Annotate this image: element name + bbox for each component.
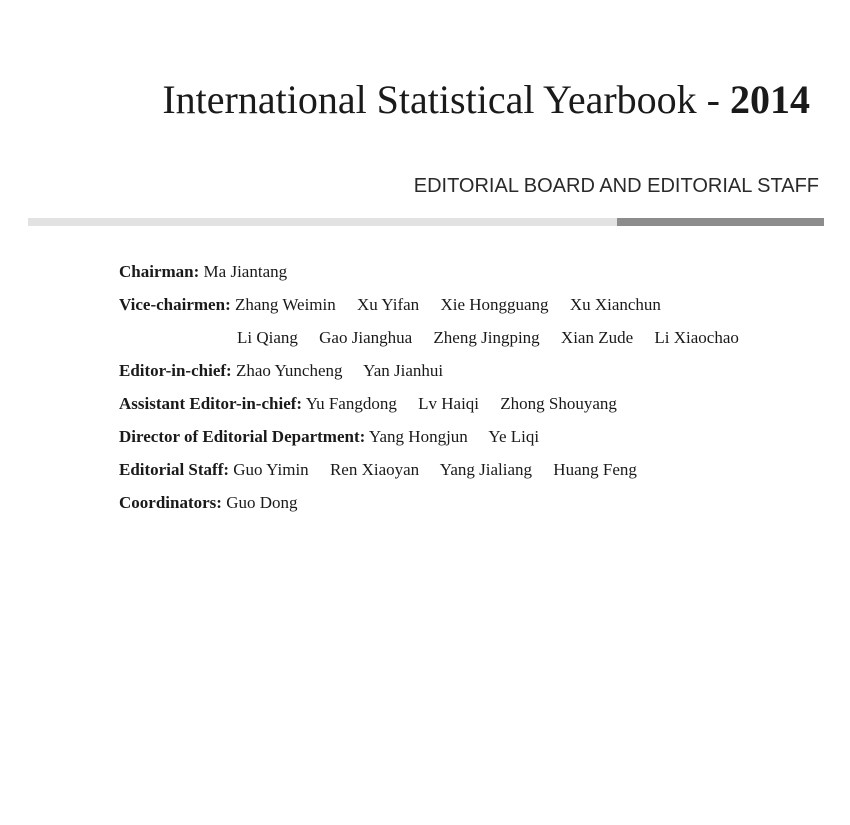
person-name: Lv Haiqi bbox=[418, 394, 480, 413]
roster-line-vice-chairmen bbox=[119, 291, 739, 324]
person-name: Xu Yifan bbox=[357, 295, 420, 314]
person-name: Xu Xianchun bbox=[569, 295, 661, 314]
role-colon: : bbox=[359, 427, 366, 446]
role-colon: : bbox=[193, 262, 200, 281]
role-label: Director of Editorial Department bbox=[119, 427, 360, 446]
role-colon: : bbox=[225, 295, 231, 314]
person-name: Xie Hongguang bbox=[440, 295, 549, 314]
role-label: Assistant Editor-in-chief bbox=[119, 394, 297, 413]
person-name: Huang Feng bbox=[553, 460, 637, 479]
roster-line-editorial-staff bbox=[119, 456, 739, 489]
role-colon: : bbox=[216, 493, 222, 512]
person-name: Zhong Shouyang bbox=[500, 394, 617, 413]
person-name: Ye Liqi bbox=[488, 427, 540, 446]
person-name: Yang Hongjun bbox=[368, 427, 468, 446]
person-name: Zhang Weimin bbox=[234, 295, 336, 314]
role-label: Editor-in-chief bbox=[119, 361, 227, 380]
roster-line-chairman bbox=[119, 258, 739, 291]
role-colon: : bbox=[226, 361, 232, 380]
person-name: Yang Jialiang bbox=[439, 460, 533, 479]
roster-line-vice-chairmen-continued bbox=[119, 324, 739, 357]
roster-line-editor-in-chief bbox=[119, 357, 739, 390]
person-name: Guo Dong bbox=[226, 493, 298, 512]
title-text: International Statistical Yearbook bbox=[162, 77, 697, 122]
roster-line-director-editorial-department bbox=[119, 423, 739, 456]
page-subtitle: EDITORIAL BOARD AND EDITORIAL STAFF bbox=[413, 175, 819, 197]
person-name: Xian Zude bbox=[560, 328, 634, 347]
person-name: Zheng Jingping bbox=[433, 328, 540, 347]
role-colon: : bbox=[296, 394, 303, 413]
role-label: Chairman bbox=[119, 262, 194, 281]
person-name: Yan Jianhui bbox=[363, 361, 444, 380]
divider-rule-light bbox=[28, 218, 617, 226]
person-name: Yu Fangdong bbox=[305, 394, 397, 413]
title-year: 2014 bbox=[730, 77, 810, 122]
person-name: Zhao Yuncheng bbox=[235, 361, 343, 380]
person-name: Ma Jiantang bbox=[203, 262, 288, 281]
title-separator: - bbox=[696, 77, 730, 122]
person-name: Li Xiaochao bbox=[654, 328, 739, 347]
divider-rule-dark bbox=[617, 218, 824, 226]
person-name: Ren Xiaoyan bbox=[329, 460, 420, 479]
person-name: Li Qiang bbox=[237, 328, 298, 347]
person-name: Gao Jianghua bbox=[319, 328, 413, 347]
role-label: Coordinators bbox=[119, 493, 217, 512]
person-name: Guo Yimin bbox=[233, 460, 309, 479]
page-title bbox=[162, 74, 810, 126]
role-label: Vice-chairmen bbox=[119, 295, 226, 314]
roster-line-coordinators bbox=[119, 489, 739, 522]
role-colon: : bbox=[223, 460, 230, 479]
roster-line-assistant-editor-in-chief bbox=[119, 390, 739, 423]
editorial-roster bbox=[119, 258, 739, 522]
role-label: Editorial Staff bbox=[119, 460, 224, 479]
